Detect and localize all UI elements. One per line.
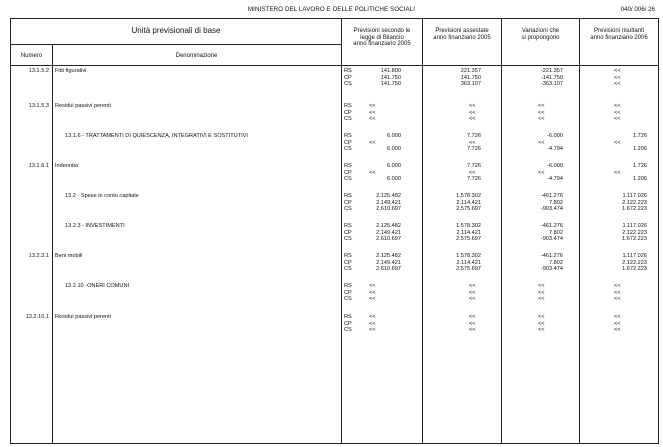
col4-value: << (614, 283, 621, 289)
col1-value: 2.149.421 (376, 259, 401, 266)
row-type-label: CS (344, 176, 352, 182)
col3-value: << (538, 320, 545, 327)
col2-value: 7.726 (467, 176, 481, 182)
row-denomination: 13.1.6 - TRATTAMENTI DI QUIESCENZA, INTEGRATIVI E SOSTITUTIVI (65, 133, 248, 139)
col4-value: 1.206 (633, 176, 647, 182)
col1-value: 2.125.482 (376, 193, 401, 199)
row-type-label: RS (344, 314, 352, 320)
col4-value: << (614, 296, 621, 302)
col3-value: -461.276 (540, 253, 563, 259)
col1-header-line3: anno finanziario 2005 (353, 41, 411, 47)
col3-value: 7.802 (549, 199, 563, 206)
col2-value: << (469, 116, 476, 122)
row-number: 13.1.6.1 (28, 163, 49, 169)
col3-value: << (538, 327, 545, 333)
col2-value: << (469, 103, 476, 109)
row-denomination: 13.2.3 - INVESTIMENTI (65, 223, 125, 229)
row-number: 13.2.3.1 (28, 253, 49, 259)
col1-value: 2.149.421 (376, 199, 401, 206)
page-reference: 040/ 006/ 26 (620, 6, 655, 13)
row-type-label: CP (344, 259, 352, 266)
col3-value: << (538, 296, 545, 302)
col3-value: 7.802 (549, 259, 563, 266)
col1-value: 2.610.697 (376, 206, 401, 212)
col1-value: << (369, 296, 376, 302)
col2-value: 1.578.302 (456, 223, 481, 229)
row-type-label: CS (344, 236, 352, 242)
col1-value: << (369, 289, 376, 296)
col4-value: << (614, 327, 621, 333)
row-type-label: RS (344, 193, 352, 199)
col3-value: -461.276 (540, 193, 563, 199)
numero-column-rule (52, 44, 53, 443)
col3-header (502, 28, 579, 41)
row-type-label: CP (344, 229, 352, 236)
col2-value: << (469, 320, 476, 327)
col1-value: 2.610.697 (376, 266, 401, 272)
col1-value: 141.800 (380, 68, 401, 74)
col3-value: << (538, 283, 545, 289)
col1-rule (422, 19, 423, 443)
col3-value: << (538, 109, 545, 116)
row-number: 13.2.10.1 (25, 314, 49, 320)
col2-value: << (469, 327, 476, 333)
col2-value: 7.726 (467, 133, 481, 139)
row-type-label: RS (344, 103, 352, 109)
col4-value: 2.122.223 (622, 259, 647, 266)
col4-value: << (614, 109, 621, 116)
col1-value: 141.750 (380, 81, 401, 87)
row-type-label: CS (344, 81, 352, 87)
col2-rule (501, 19, 502, 443)
row-type-label: CP (344, 289, 352, 296)
row-type-label: CS (344, 146, 352, 152)
col2-value: 2.575.697 (456, 266, 481, 272)
col4-value: << (614, 103, 621, 109)
row-type-label: RS (344, 283, 352, 289)
col1-value: 6.000 (387, 163, 401, 169)
col3-value: << (538, 139, 545, 146)
col3-rule (579, 19, 580, 443)
col2-value: 2.114.421 (456, 199, 481, 206)
row-denomination: Residui passivi perenti (55, 103, 111, 109)
col1-value: << (369, 169, 376, 176)
unita-header: Unità previsionali di base (131, 26, 221, 35)
col1-value: << (369, 320, 376, 327)
col4-value: << (614, 116, 621, 122)
header-bottom-rule (11, 65, 658, 66)
col4-value: 1.672.223 (622, 206, 647, 212)
col2-value: 7.726 (467, 163, 481, 169)
row-number: 13.1.5.3 (28, 103, 49, 109)
col4-value: << (614, 74, 621, 81)
row-type-label: CP (344, 74, 352, 81)
row-type-label: RS (344, 68, 352, 74)
col2-value: 2.575.697 (456, 236, 481, 242)
col4-value: 1.117.026 (622, 193, 647, 199)
col2-value: << (469, 169, 476, 176)
col2-header-line2: anno finanziario 2005 (433, 34, 491, 41)
row-type-label: CS (344, 266, 352, 272)
col3-header-line2: si propongono (521, 34, 560, 41)
header-divider (11, 44, 341, 45)
row-denomination: Beni mobili (55, 253, 83, 259)
col1-value: << (369, 109, 376, 116)
col2-value: << (469, 296, 476, 302)
col2-value: 363.107 (460, 81, 481, 87)
col3-value: << (538, 289, 545, 296)
col3-value: -903.474 (540, 206, 563, 212)
col4-value: 2.122.223 (622, 229, 647, 236)
col3-value: -903.474 (540, 266, 563, 272)
col2-value: 2.114.421 (456, 229, 481, 236)
col3-value: 7.802 (549, 229, 563, 236)
col4-value: << (614, 81, 621, 87)
col4-value: 1.726 (633, 163, 647, 169)
denominazione-column-rule (341, 19, 342, 443)
row-type-label: RS (344, 133, 352, 139)
col1-header-line1: Previsioni secondo le (353, 28, 411, 34)
row-type-label: RS (344, 253, 352, 259)
col3-value: -363.107 (540, 81, 563, 87)
col3-value: -4.794 (547, 146, 563, 152)
col3-value: -6.000 (547, 163, 563, 169)
col2-value: 1.578.302 (456, 253, 481, 259)
col2-value: << (469, 314, 476, 320)
col2-value: 141.750 (460, 74, 481, 81)
col2-value: 1.578.302 (456, 193, 481, 199)
col1-value: 2.125.482 (376, 223, 401, 229)
col3-value: -6.000 (547, 133, 563, 139)
col2-value: << (469, 283, 476, 289)
row-denomination: Fitti figurativi (55, 68, 87, 74)
budget-table (10, 18, 659, 444)
col3-value: -461.276 (540, 223, 563, 229)
col3-value: << (538, 314, 545, 320)
col4-value: << (614, 320, 621, 327)
row-type-label: RS (344, 163, 352, 169)
col1-value: << (369, 283, 376, 289)
col2-header (423, 28, 501, 41)
col1-value: 6.000 (387, 133, 401, 139)
col1-value: 141.750 (380, 74, 401, 81)
col4-value: 1.672.223 (622, 266, 647, 272)
row-type-label: CP (344, 109, 352, 116)
col4-value: << (614, 139, 621, 146)
col3-value: << (538, 103, 545, 109)
row-type-label: CP (344, 320, 352, 327)
col1-value: << (369, 139, 376, 146)
row-denomination: Indennita' (55, 163, 80, 169)
col4-header-line2: anno finanziario 2006 (590, 34, 648, 41)
row-type-label: CP (344, 199, 352, 206)
row-number: 13.1.5.2 (28, 68, 49, 74)
col1-value: 2.610.697 (376, 236, 401, 242)
col1-value: << (369, 116, 376, 122)
col3-value: << (538, 169, 545, 176)
col4-value: 1.117.026 (622, 223, 647, 229)
col2-value: << (469, 139, 476, 146)
row-type-label: CS (344, 296, 352, 302)
row-type-label: CS (344, 206, 352, 212)
col1-value: 6.000 (387, 176, 401, 182)
row-denomination: Residui passivi perenti (55, 314, 111, 320)
row-denomination: 13.2 - Spese in conto capitale (65, 193, 139, 199)
col2-value: 2.575.697 (456, 206, 481, 212)
col1-value: 2.149.421 (376, 229, 401, 236)
row-type-label: CS (344, 327, 352, 333)
row-type-label: CP (344, 169, 352, 176)
col1-header-line2: legge di Bilancio (360, 34, 404, 41)
col4-value: 1.117.026 (622, 253, 647, 259)
col1-header (343, 28, 421, 48)
col1-value: << (369, 103, 376, 109)
col2-value: 221.357 (460, 68, 481, 74)
col4-value: 1.726 (633, 133, 647, 139)
col1-value: << (369, 314, 376, 320)
col2-value: 7.726 (467, 146, 481, 152)
col3-value: -903.474 (540, 236, 563, 242)
row-type-label: CP (344, 139, 352, 146)
col3-value: -4.794 (547, 176, 563, 182)
col4-value: << (614, 169, 621, 176)
col3-header-line1: Variazioni che (521, 28, 560, 34)
denominazione-header: Denominazione (175, 53, 218, 59)
col4-header (580, 28, 658, 41)
row-denomination: 13.2.10 -ONERI COMUNI (65, 283, 130, 289)
col1-value: << (369, 327, 376, 333)
col4-value: << (614, 314, 621, 320)
row-type-label: CS (344, 116, 352, 122)
col4-value: 1.672.223 (622, 236, 647, 242)
col3-value: -221.357 (540, 68, 563, 74)
col1-value: 2.125.482 (376, 253, 401, 259)
col2-value: 2.114.421 (456, 259, 481, 266)
col4-header-line1: Previsioni risultanti (593, 28, 645, 34)
ministry-title: MINISTERO DEL LAVORO E DELLE POLITICHE SOCIALI (247, 6, 416, 13)
col4-value: << (614, 68, 621, 74)
col4-value: << (614, 289, 621, 296)
col4-value: 1.206 (633, 146, 647, 152)
col3-value: -141.750 (540, 74, 563, 81)
col2-header-line1: Previsioni assestate (435, 28, 489, 34)
numero-header: Numero (20, 53, 43, 59)
col2-value: << (469, 289, 476, 296)
col3-value: << (538, 116, 545, 122)
row-type-label: RS (344, 223, 352, 229)
col4-value: 2.122.223 (622, 199, 647, 206)
col1-value: 6.000 (387, 146, 401, 152)
col2-value: << (469, 109, 476, 116)
